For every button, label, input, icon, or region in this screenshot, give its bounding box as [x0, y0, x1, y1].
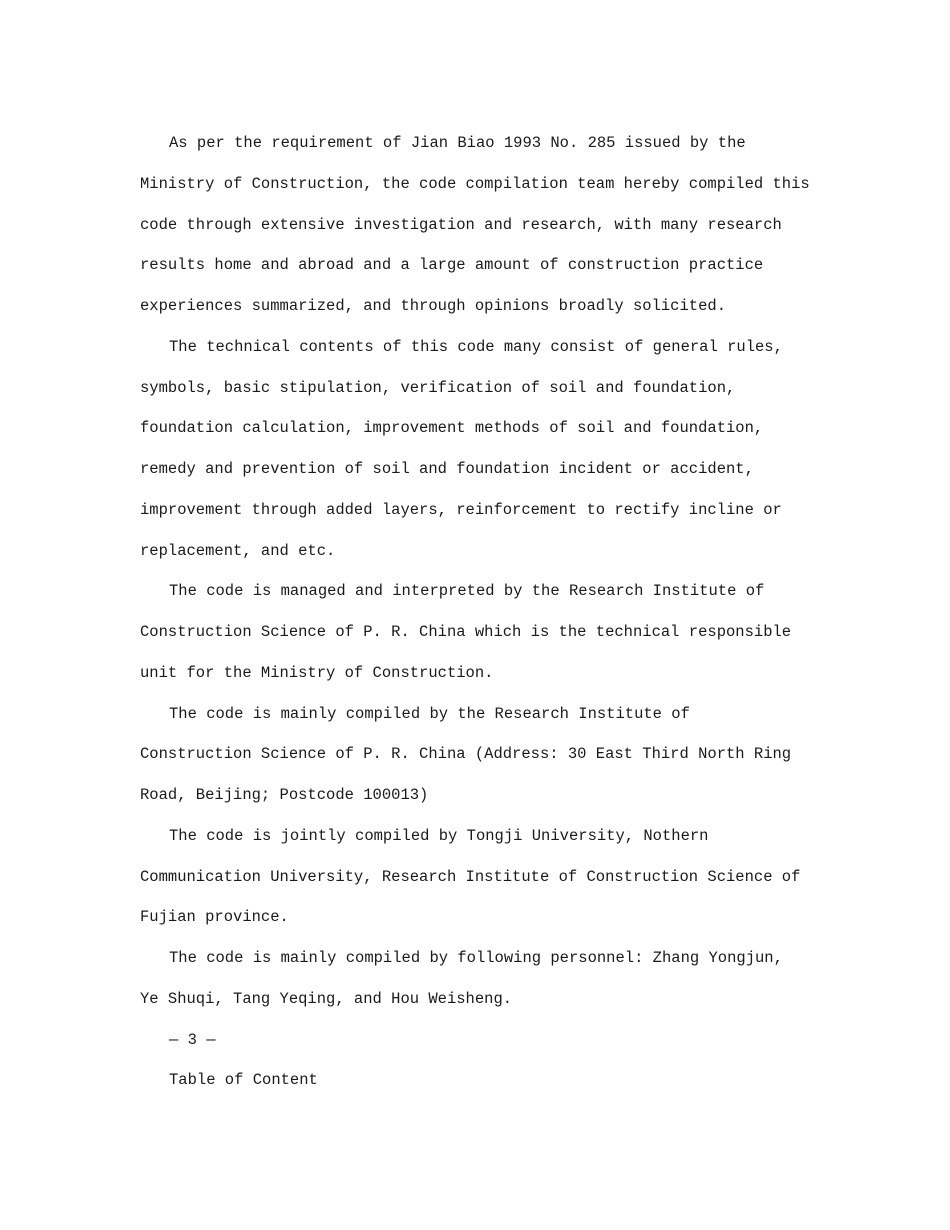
text-line: The technical contents of this code many consist of general rules,	[169, 337, 783, 356]
text-line: Table of Content	[169, 1071, 318, 1090]
text-line: remedy and prevention of soil and foundation incident or accident,	[140, 460, 754, 478]
paragraph	[140, 938, 840, 1020]
text-line: Fujian province.	[140, 908, 289, 927]
text-line: — 3 —	[169, 1030, 216, 1049]
paragraph	[140, 816, 840, 938]
text-line: Construction Science of P. R. China which is the technical responsible	[140, 623, 792, 641]
text-line: Construction Science of P. R. China (Address: 30 East Third North Ring	[140, 745, 792, 764]
text-line: The code is managed and interpreted by the Research Institute of	[169, 582, 765, 601]
text-line: foundation calculation, improvement methods of soil and foundation,	[140, 419, 764, 438]
paragraph	[140, 571, 840, 693]
text-line: The code is mainly compiled by following personnel: Zhang Yongjun,	[169, 949, 783, 967]
text-line: experiences summarized, and through opinions broadly solicited.	[140, 297, 726, 315]
text-line: The code is jointly compiled by Tongji University, Nothern	[169, 826, 709, 845]
text-line: The code is mainly compiled by the Research Institute of	[169, 704, 690, 723]
text-line: Communication University, Research Institute of Construction Science of	[140, 867, 801, 886]
text-line: As per the requirement of Jian Biao 1993 No. 285 issued by the	[169, 134, 746, 152]
text-line: code through extensive investigation and research, with many research	[140, 215, 782, 234]
text-line: results home and abroad and a large amount of construction practice	[140, 256, 764, 275]
text-line: symbols, basic stipulation, verification of soil and foundation,	[140, 378, 736, 397]
text-line: Ministry of Construction, the code compilation team hereby compiled this	[140, 174, 810, 193]
paragraph	[140, 327, 840, 572]
text-line: Road, Beijing; Postcode 100013)	[140, 786, 429, 804]
paragraph	[140, 123, 840, 327]
text-line: improvement through added layers, reinforcement to rectify incline or	[140, 500, 782, 519]
paragraph	[140, 694, 840, 816]
text-line: Ye Shuqi, Tang Yeqing, and Hou Weisheng.	[140, 989, 513, 1008]
text-line: replacement, and etc.	[140, 541, 336, 560]
page-number	[140, 1020, 840, 1061]
document-body	[140, 123, 840, 1101]
section-heading	[140, 1060, 840, 1101]
text-line: unit for the Ministry of Construction.	[140, 663, 494, 682]
